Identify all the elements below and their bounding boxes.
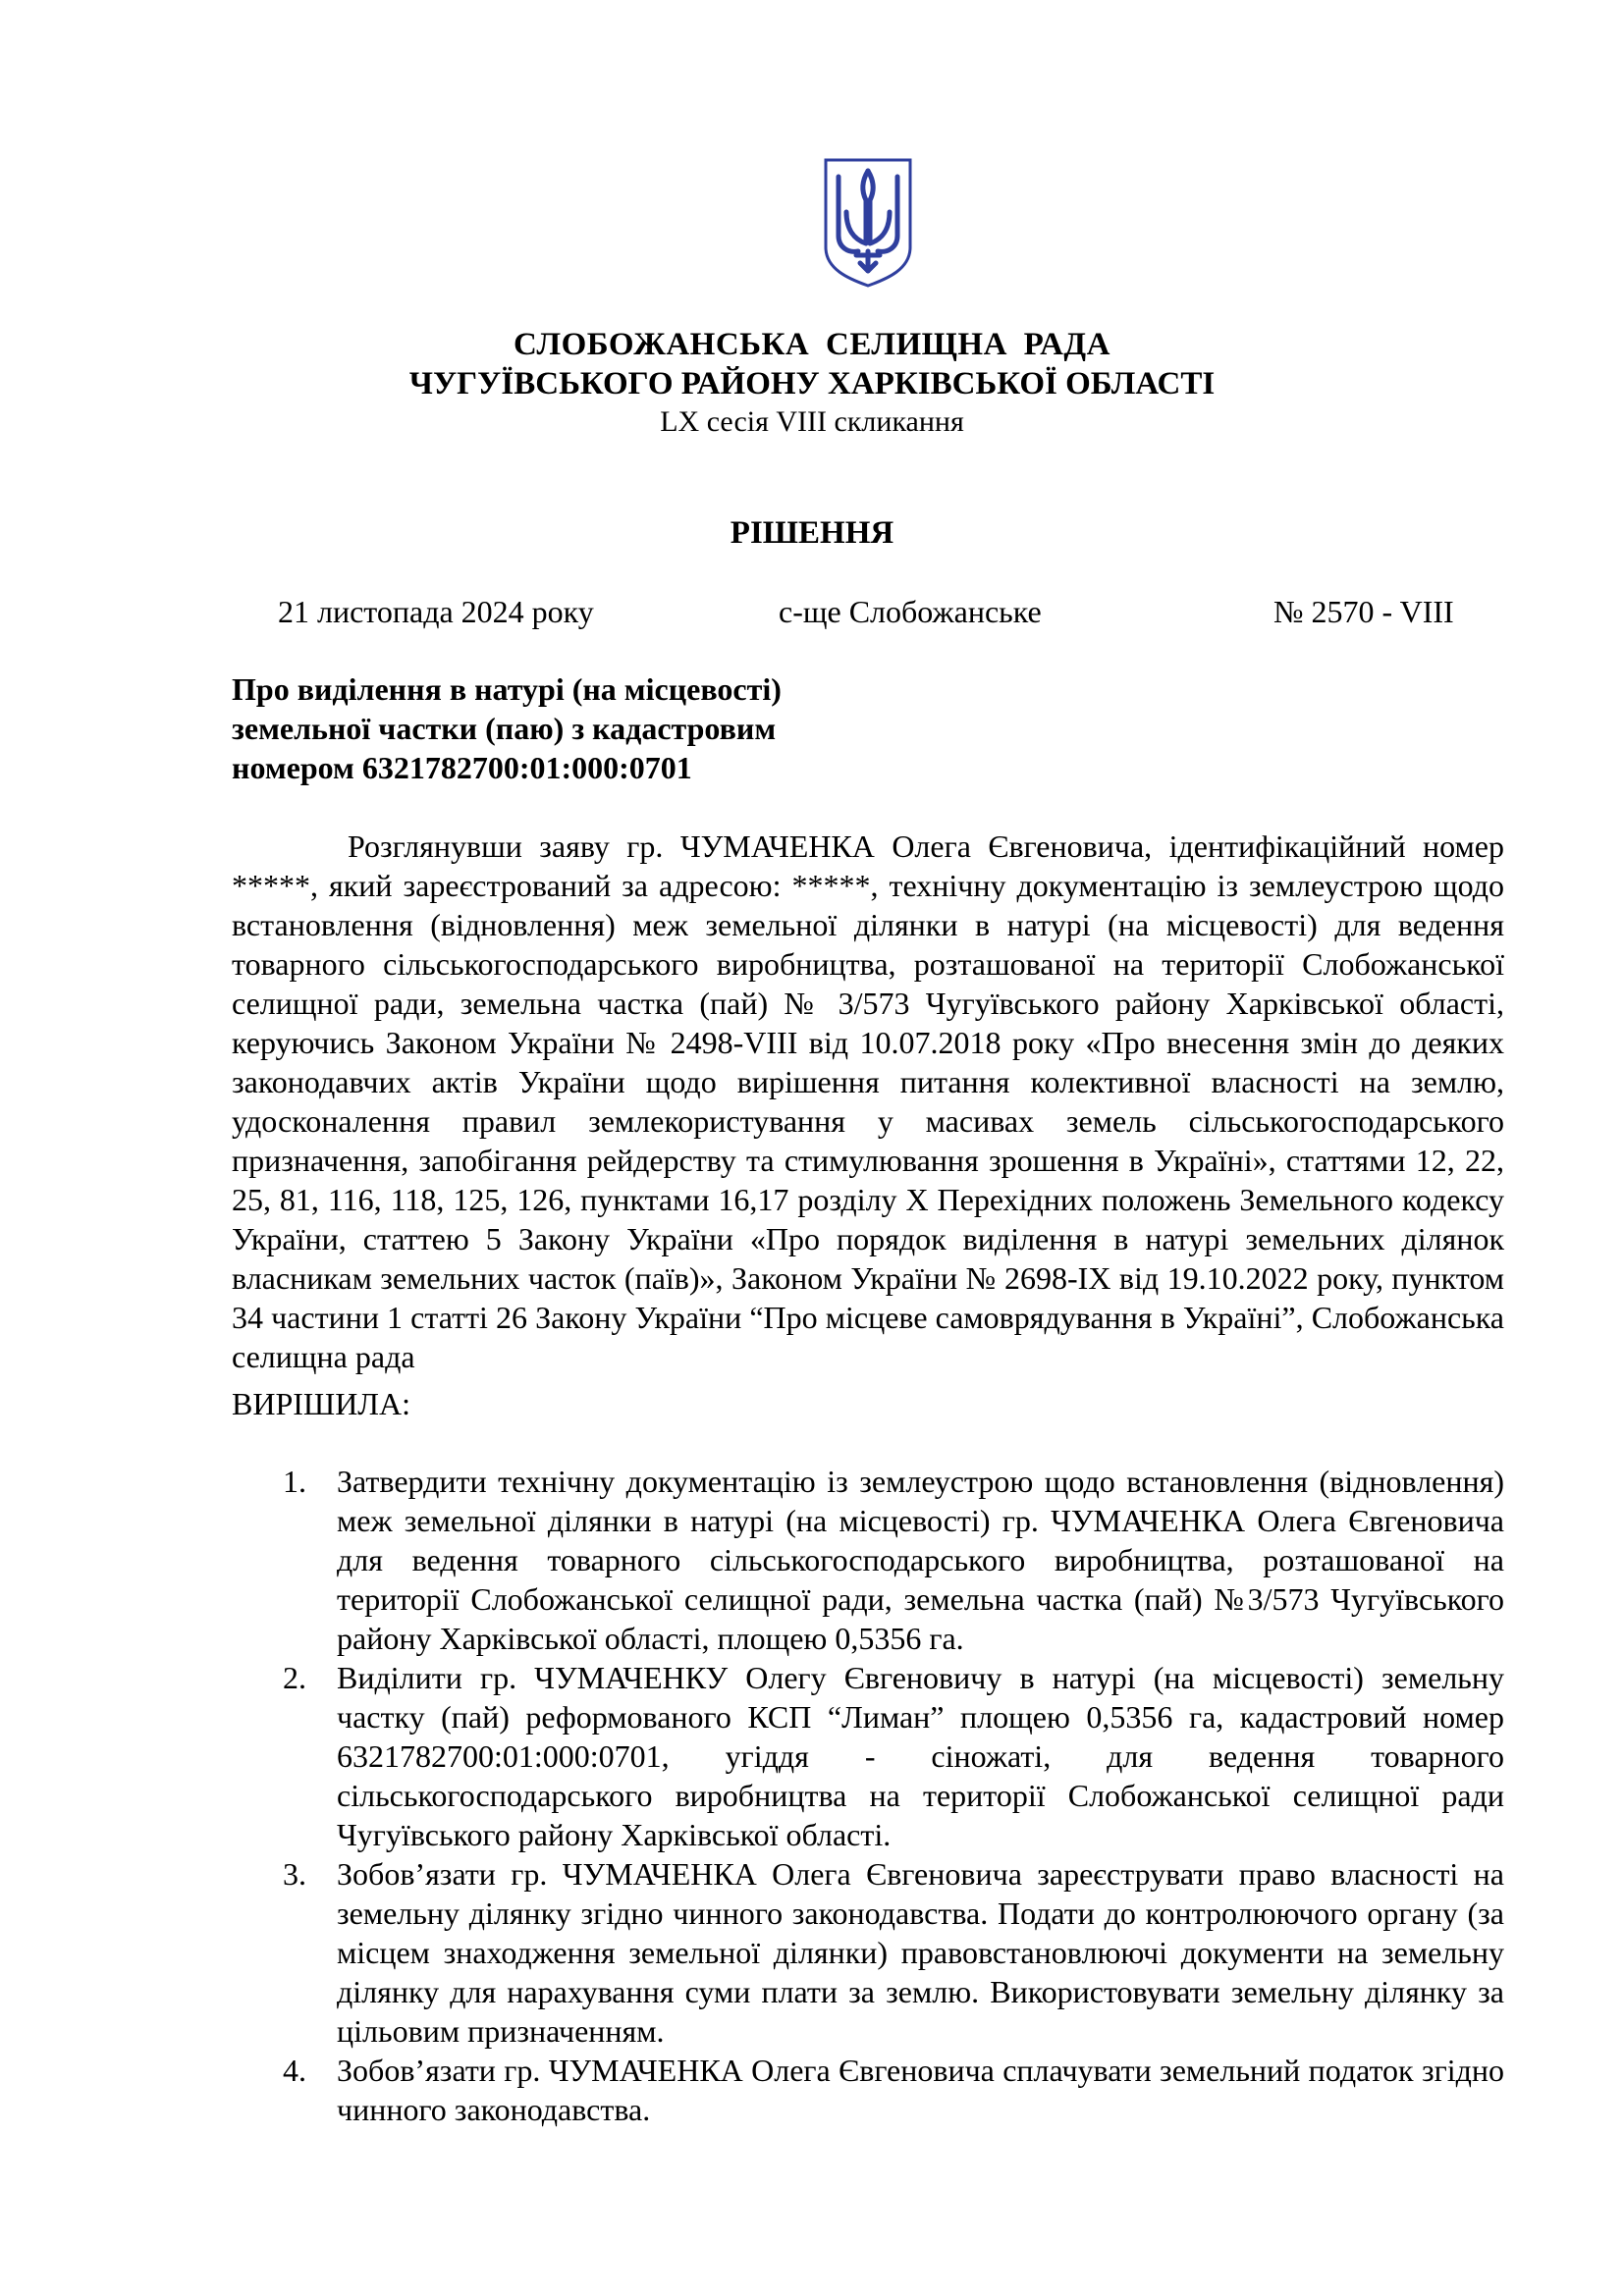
decision-item-text: Зобов’язати гр. ЧУМАЧЕНКА Олега Євгеновича сплачувати земельний податок згідно чинного законодавства. bbox=[337, 2053, 1504, 2127]
resolved-label: ВИРІШИЛА: bbox=[232, 1386, 410, 1421]
subject-line: земельної частки (паю) з кадастровим bbox=[232, 711, 777, 746]
organization-name-line2: ЧУГУЇВСЬКОГО РАЙОНУ ХАРКІВСЬКОЇ ОБЛАСТІ bbox=[408, 366, 1216, 401]
document-type-title: РІШЕННЯ bbox=[730, 515, 894, 551]
decision-item-number: 2. bbox=[283, 1660, 306, 1695]
decision-item bbox=[232, 1462, 1504, 1658]
decision-list bbox=[232, 1462, 1504, 2129]
decision-item-text: Виділити гр. ЧУМАЧЕНКУ Олегу Євгеновичу в натурі (на місцевості) земельну частку (пай) реформованого КСП “Лиман” площею 0,5356 га, кадастровий номер 6321782700:01:000:0701, угіддя - сіножаті, для ведення товарного сільськогосподарського виробництва на території Слобожанської селищної ради Чугуївського району Харківської області. bbox=[337, 1660, 1504, 1852]
decision-place: с-ще Слобожанське bbox=[779, 594, 1042, 629]
decision-subject bbox=[232, 669, 899, 787]
subject-line: Про виділення в натурі (на місцевості) bbox=[232, 671, 782, 707]
preamble-paragraph: Розглянувши заяву гр. ЧУМАЧЕНКА Олега Євгеновича, ідентифікаційний номер *****, який зареєстрований за адресою: *****, технічну документацію із землеустрою щодо встановлення (відновлення) меж земельної ділянки в натурі (на місцевості) для ведення товарного сільськогосподарського виробництва, розташованої на території Слобожанської селищної ради, земельна частка (пай) № 3/573 Чугуївського району Харківської області, керуючись Законом України № 2498-VIII від 10.07.2018 року «Про внесення змін до деяких законодавчих актів України щодо вирішення питання колективної власності на землю, удосконалення правил землекористування у масивах земель сільськогосподарського призначення, запобігання рейдерству та стимулювання зрошення в Україні», статтями 12, 22, 25, 81, 116, 118, 125, 126, пунктами 16,17 розділу X Перехідних положень Земельного кодексу України, статтею 5 Закону України «Про порядок виділення в натурі земельних ділянок власникам земельних часток (паїв)», Законом України № 2698-IX від 19.10.2022 року, пунктом 34 частини 1 статті 26 Закону України “Про місцеве самоврядування в Україні”, Слобожанська селищна рада bbox=[232, 828, 1504, 1374]
decision-item-text: Затвердити технічну документацію із землеустрою щодо встановлення (відновлення) меж земельної ділянки в натурі (на місцевості) гр. ЧУМАЧЕНКА Олега Євгеновича для ведення товарного сільськогосподарського виробництва, розташованої на території Слобожанської селищної ради, земельна частка (пай) №3/573 Чугуївського району Харківської області, площею 0,5356 га. bbox=[337, 1464, 1504, 1656]
decision-item-number: 3. bbox=[283, 1856, 306, 1892]
session-info: LX сесія VIII скликання bbox=[660, 405, 964, 438]
organization-name-line1: СЛОБОЖАНСЬКА СЕЛИЩНА РАДА bbox=[514, 327, 1110, 362]
decision-item bbox=[232, 1658, 1504, 1854]
decision-item bbox=[232, 2051, 1504, 2129]
decision-item bbox=[232, 1854, 1504, 2051]
decision-date: 21 листопада 2024 року bbox=[278, 594, 594, 629]
decision-number: № 2570 - VIII bbox=[1273, 594, 1454, 629]
decision-item-number: 1. bbox=[283, 1464, 306, 1499]
trident-coat-of-arms-icon bbox=[823, 157, 913, 289]
subject-line: номером 6321782700:01:000:0701 bbox=[232, 750, 692, 785]
decision-item-text: Зобов’язати гр. ЧУМАЧЕНКА Олега Євгеновича зареєструвати право власності на земельну ділянку згідно чинного законодавства. Подати до контролюючого органу (за місцем знаходження земельної ділянки) правовстановлюючі документи на земельну ділянку для нарахування суми плати за землю. Використовувати земельну ділянку за цільовим призначенням. bbox=[337, 1856, 1504, 2049]
decision-item-number: 4. bbox=[283, 2053, 306, 2088]
